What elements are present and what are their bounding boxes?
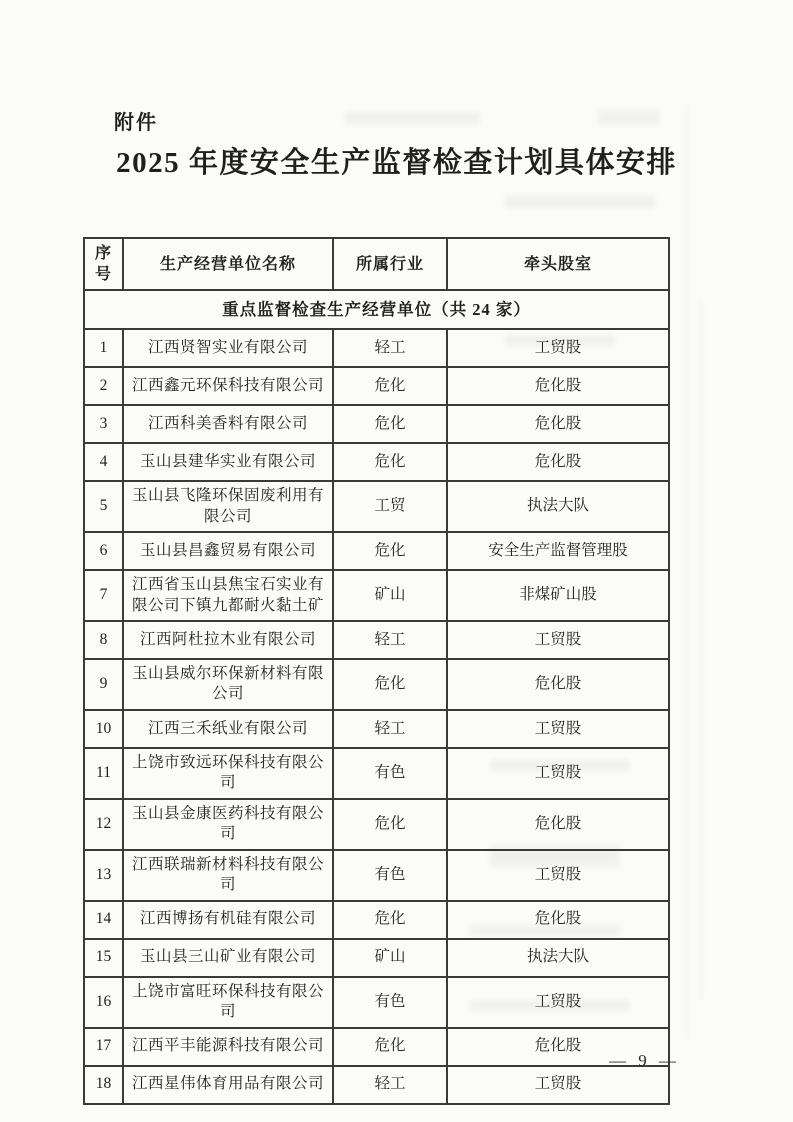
cell-seq: 1 (84, 329, 123, 367)
cell-seq: 11 (84, 748, 123, 799)
cell-lead-dept: 危化股 (447, 443, 669, 481)
cell-seq: 6 (84, 532, 123, 570)
cell-lead-dept: 工贸股 (447, 621, 669, 659)
column-header-unit-name: 生产经营单位名称 (123, 238, 333, 290)
cell-lead-dept: 工贸股 (447, 850, 669, 901)
cell-seq: 4 (84, 443, 123, 481)
inspection-plan-table-wrap (83, 237, 668, 1105)
table-row (84, 977, 669, 1028)
table-row (84, 799, 669, 850)
scan-bleed-artifact (505, 195, 655, 208)
page-number: — 9 — (609, 1051, 680, 1070)
section-header-cell: 重点监督检查生产经营单位（共 24 家） (84, 290, 669, 329)
scan-bleed-artifact (598, 110, 660, 125)
cell-unit-name: 玉山县三山矿业有限公司 (123, 939, 333, 977)
table-row (84, 1066, 669, 1104)
cell-industry: 危化 (333, 659, 447, 710)
cell-unit-name: 江西科美香料有限公司 (123, 405, 333, 443)
cell-seq: 17 (84, 1028, 123, 1066)
cell-unit-name: 上饶市致远环保科技有限公司 (123, 748, 333, 799)
cell-lead-dept: 工贸股 (447, 748, 669, 799)
table-row (84, 532, 669, 570)
cell-unit-name: 江西贤智实业有限公司 (123, 329, 333, 367)
cell-seq: 13 (84, 850, 123, 901)
table-row (84, 621, 669, 659)
cell-industry: 危化 (333, 532, 447, 570)
cell-lead-dept: 危化股 (447, 799, 669, 850)
table-row (84, 481, 669, 532)
cell-unit-name: 玉山县建华实业有限公司 (123, 443, 333, 481)
cell-seq: 15 (84, 939, 123, 977)
cell-lead-dept: 工贸股 (447, 329, 669, 367)
cell-lead-dept: 危化股 (447, 659, 669, 710)
cell-seq: 2 (84, 367, 123, 405)
cell-industry: 危化 (333, 901, 447, 939)
cell-unit-name: 江西博扬有机硅有限公司 (123, 901, 333, 939)
cell-lead-dept: 危化股 (447, 405, 669, 443)
cell-seq: 18 (84, 1066, 123, 1104)
cell-lead-dept: 非煤矿山股 (447, 570, 669, 621)
column-header-industry: 所属行业 (333, 238, 447, 290)
cell-industry: 矿山 (333, 570, 447, 621)
table-row (84, 939, 669, 977)
cell-seq: 5 (84, 481, 123, 532)
cell-lead-dept: 工贸股 (447, 710, 669, 748)
cell-seq: 3 (84, 405, 123, 443)
scan-bleed-artifact (686, 105, 688, 1040)
table-row (84, 748, 669, 799)
attachment-label: 附件 (114, 112, 158, 134)
table-row (84, 405, 669, 443)
cell-seq: 12 (84, 799, 123, 850)
table-row (84, 850, 669, 901)
column-header-seq: 序号 (84, 238, 123, 290)
cell-seq: 9 (84, 659, 123, 710)
cell-lead-dept: 危化股 (447, 901, 669, 939)
table-row (84, 570, 669, 621)
cell-unit-name: 江西省玉山县焦宝石实业有限公司下镇九都耐火黏土矿 (123, 570, 333, 621)
cell-unit-name: 上饶市富旺环保科技有限公司 (123, 977, 333, 1028)
cell-unit-name: 玉山县昌鑫贸易有限公司 (123, 532, 333, 570)
scan-bleed-artifact (700, 300, 702, 1000)
cell-industry: 危化 (333, 367, 447, 405)
cell-industry: 工贸 (333, 481, 447, 532)
cell-lead-dept: 工贸股 (447, 1066, 669, 1104)
cell-lead-dept: 安全生产监督管理股 (447, 532, 669, 570)
cell-unit-name: 江西平丰能源科技有限公司 (123, 1028, 333, 1066)
table-row (84, 659, 669, 710)
cell-seq: 10 (84, 710, 123, 748)
scan-bleed-artifact (345, 112, 480, 125)
cell-industry: 危化 (333, 443, 447, 481)
cell-seq: 8 (84, 621, 123, 659)
cell-lead-dept: 执法大队 (447, 939, 669, 977)
cell-industry: 有色 (333, 748, 447, 799)
cell-industry: 矿山 (333, 939, 447, 977)
cell-unit-name: 江西星伟体育用品有限公司 (123, 1066, 333, 1104)
table-row (84, 710, 669, 748)
cell-unit-name: 江西鑫元环保科技有限公司 (123, 367, 333, 405)
table-header-row (84, 238, 669, 290)
cell-seq: 14 (84, 901, 123, 939)
cell-unit-name: 江西阿杜拉木业有限公司 (123, 621, 333, 659)
cell-lead-dept: 工贸股 (447, 977, 669, 1028)
cell-industry: 轻工 (333, 1066, 447, 1104)
cell-industry: 有色 (333, 977, 447, 1028)
table-row (84, 329, 669, 367)
cell-unit-name: 江西三禾纸业有限公司 (123, 710, 333, 748)
cell-industry: 轻工 (333, 621, 447, 659)
cell-seq: 16 (84, 977, 123, 1028)
cell-unit-name: 江西联瑞新材料科技有限公司 (123, 850, 333, 901)
cell-lead-dept: 危化股 (447, 1028, 669, 1066)
table-row (84, 901, 669, 939)
column-header-lead-dept: 牵头股室 (447, 238, 669, 290)
cell-unit-name: 玉山县威尔环保新材料有限公司 (123, 659, 333, 710)
inspection-plan-table (83, 237, 670, 1105)
cell-unit-name: 玉山县金康医药科技有限公司 (123, 799, 333, 850)
cell-unit-name: 玉山县飞隆环保固废利用有限公司 (123, 481, 333, 532)
cell-industry: 危化 (333, 405, 447, 443)
table-row (84, 367, 669, 405)
cell-lead-dept: 危化股 (447, 367, 669, 405)
cell-lead-dept: 执法大队 (447, 481, 669, 532)
section-header-row (84, 290, 669, 329)
cell-industry: 轻工 (333, 710, 447, 748)
cell-industry: 有色 (333, 850, 447, 901)
cell-seq: 7 (84, 570, 123, 621)
cell-industry: 危化 (333, 799, 447, 850)
cell-industry: 轻工 (333, 329, 447, 367)
page-title: 2025 年度安全生产监督检查计划具体安排 (116, 147, 677, 179)
table-row (84, 443, 669, 481)
cell-industry: 危化 (333, 1028, 447, 1066)
